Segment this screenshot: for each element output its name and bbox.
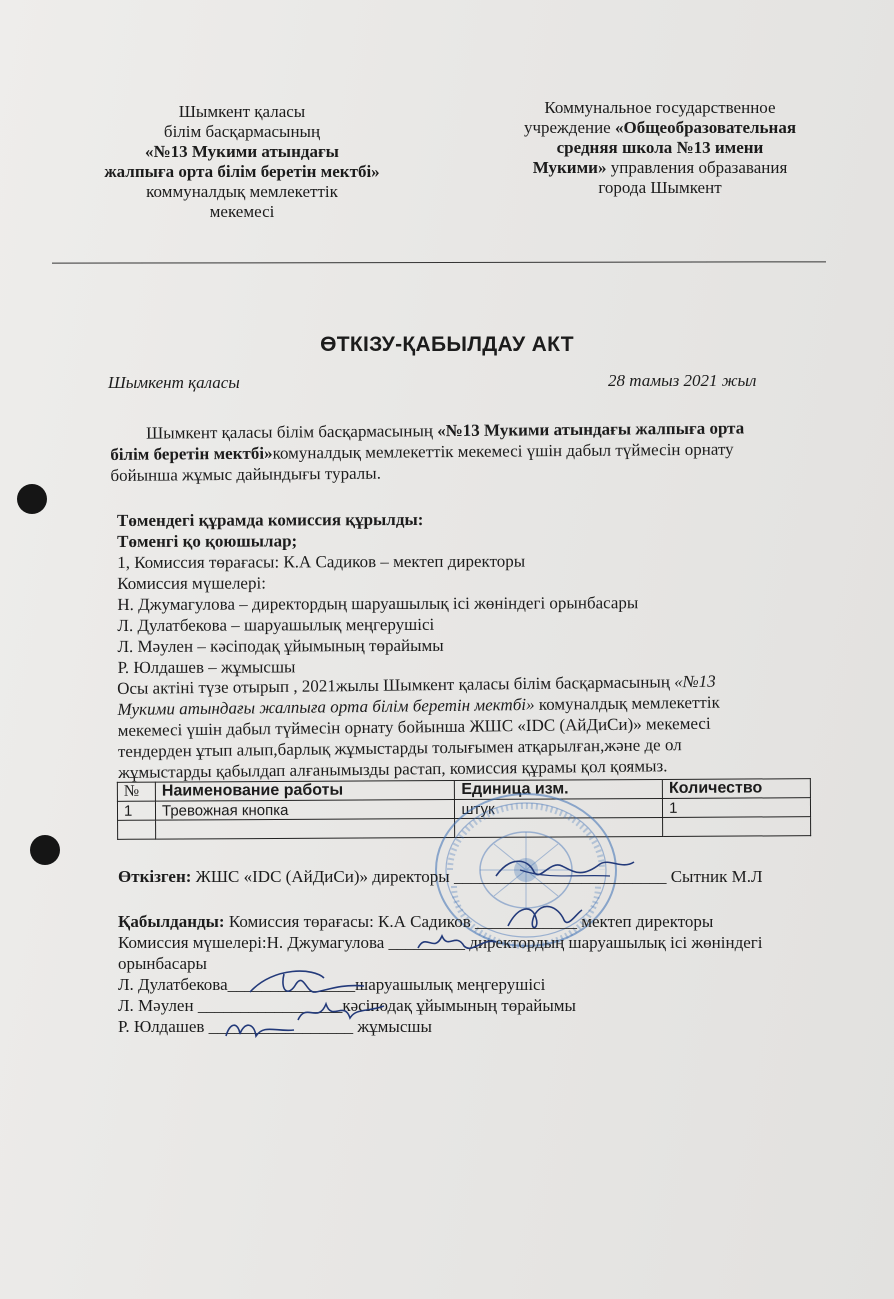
accepted-members-label: Комиссия мүшелері: xyxy=(118,933,267,952)
commission-member: Р. Юлдашев – жұмысшы xyxy=(117,657,296,677)
header-left-line: коммуналдық мемлекеттік xyxy=(146,182,338,201)
intro-paragraph xyxy=(110,417,745,486)
intro-text: комуналдық мемлекеттік мекемесі үшін дабыл түймесін орнату xyxy=(272,439,734,463)
header-right-school-name: «Общеобразовательная xyxy=(614,118,797,137)
table-cell: 1 xyxy=(663,798,811,818)
header-left-line: Шымкент қаласы xyxy=(178,102,306,121)
chair-signature xyxy=(498,896,588,936)
signature-line: _________________________ xyxy=(453,867,667,886)
commission-heading: Төмендегі құрамда комиссия құрылды: xyxy=(117,509,424,530)
member-signature xyxy=(412,924,502,958)
accepted-member: Л. Мәулен _________________кәсіподақ ұйымының төрайымы xyxy=(118,996,576,1015)
body-paragraph xyxy=(117,671,721,783)
header-right-text: управления образавания xyxy=(606,158,788,177)
commission-member: Л. Мәулен – кәсіподақ ұйымының төрайымы xyxy=(117,635,444,656)
body-school-name: Мукими атындағы жалпыға орта білім беретін мектбі» xyxy=(117,694,535,719)
table-cell: 1 xyxy=(117,801,155,820)
commission-chair-label: 1, Комиссия төрағасы xyxy=(117,552,275,572)
punch-hole-bottom xyxy=(30,835,60,865)
document-title: ӨТКІЗУ-ҚАБЫЛДАУ АКТ xyxy=(320,333,574,356)
accepted-label: Қабылданды: xyxy=(118,912,225,931)
accepted-member-name: Н. Джумагулова xyxy=(266,933,385,952)
header-divider xyxy=(52,261,826,263)
handover-organization: ЖШС «IDC (АйДиСи)» директоры xyxy=(191,867,454,886)
body-text: тендерден ұтып алып,барлық жұмыстарды толығымен атқарылған,және де ол xyxy=(117,735,682,761)
commission-member: Н. Джумагулова – директордың шаруашылық ісі жөніндегі орынбасары xyxy=(117,593,639,614)
header-right-school-name: средняя школа №13 имени xyxy=(556,138,764,157)
table-cell xyxy=(663,817,811,837)
column-header-quantity: Количество xyxy=(662,779,810,799)
body-school-name: «№13 xyxy=(674,671,716,692)
commission-section xyxy=(117,508,639,678)
table-cell xyxy=(156,819,456,840)
body-text: комуналдық мемлекеттік xyxy=(534,692,720,714)
member-signature xyxy=(290,994,390,1028)
accepted-chair-role: мектеп директоры xyxy=(576,912,714,931)
intro-school-name: білім беретін мектбі» xyxy=(110,443,273,464)
column-header-work-name: Наименование работы xyxy=(155,781,455,802)
intro-school-name: «№13 Мукими атындағы жалпыға орта xyxy=(437,418,745,441)
header-right-school-name: Мукими» xyxy=(532,158,607,177)
handover-label: Өткізген: xyxy=(118,867,192,886)
director-signature xyxy=(490,852,640,886)
punch-hole-top xyxy=(17,484,47,514)
body-text: жұмыстарды қабылдап алғанымызды растап, комиссия құрамы қол қоямыз. xyxy=(118,756,668,782)
header-left-school-name: жалпыға орта білім беретін мектбі» xyxy=(104,162,380,181)
document-date: 28 тамыз 2021 жыл xyxy=(608,371,757,390)
accepted-member: Р. Юлдашев _________________ жұмысшы xyxy=(118,1017,432,1036)
header-right-line: города Шымкент xyxy=(598,178,722,197)
header-right-text: учреждение xyxy=(523,118,615,137)
table-cell xyxy=(118,820,156,839)
accepted-member-role: орынбасары xyxy=(118,954,207,973)
signers-heading: Төменгі қо қоюшылар; xyxy=(117,531,298,551)
header-left xyxy=(72,102,412,222)
intro-text: бойынша жұмыс дайындығы туралы. xyxy=(110,463,381,485)
signature-line: _________ xyxy=(384,933,466,952)
handover-line xyxy=(118,866,763,887)
commission-chair: : К.А Садиков – мектеп директоры xyxy=(274,551,526,572)
header-right-line: Коммунальное государственное xyxy=(544,98,776,117)
commission-members-label: Комиссия мүшелері xyxy=(117,573,262,593)
accepted-member: Л. Дулатбекова_______________шаруашылық меңгерушісі xyxy=(118,975,546,994)
body-text: мекемесі үшін дабыл түймесін орнату бойынша ЖШС «IDC (АйДиСи)» мекемесі xyxy=(117,713,711,740)
signature-line: ____________ xyxy=(470,912,577,931)
document-city: Шымкент қаласы xyxy=(108,373,240,392)
table-cell: Тревожная кнопка xyxy=(155,800,455,821)
header-left-school-name: «№13 Мукими атындағы xyxy=(145,142,339,161)
commission-members-colon: : xyxy=(261,573,266,593)
accepted-chair-label: Комиссия төрағасы xyxy=(224,912,370,931)
table-cell: штук xyxy=(455,798,663,818)
member-signature xyxy=(220,1014,300,1044)
body-text: Осы актіні түзе отырып , 2021жылы Шымкент қаласы білім басқармасының xyxy=(117,672,675,698)
intro-text: Шымкент қаласы білім басқармасының xyxy=(146,421,438,443)
accepted-member-role: директордың шаруашылық ісі жөніндегі xyxy=(465,933,763,952)
commission-member: Л. Дулатбекова – шаруашылық меңгерушісі xyxy=(117,614,435,635)
header-right xyxy=(490,98,830,198)
header-left-line: мекемесі xyxy=(209,202,275,221)
header-left-line: білім басқармасының xyxy=(163,122,321,141)
column-header-number: № xyxy=(117,782,155,801)
handover-name: Сытник М.Л xyxy=(666,867,763,886)
accepted-chair-name: : К.А Садиков xyxy=(369,912,471,931)
column-header-unit: Единица изм. xyxy=(455,779,663,799)
